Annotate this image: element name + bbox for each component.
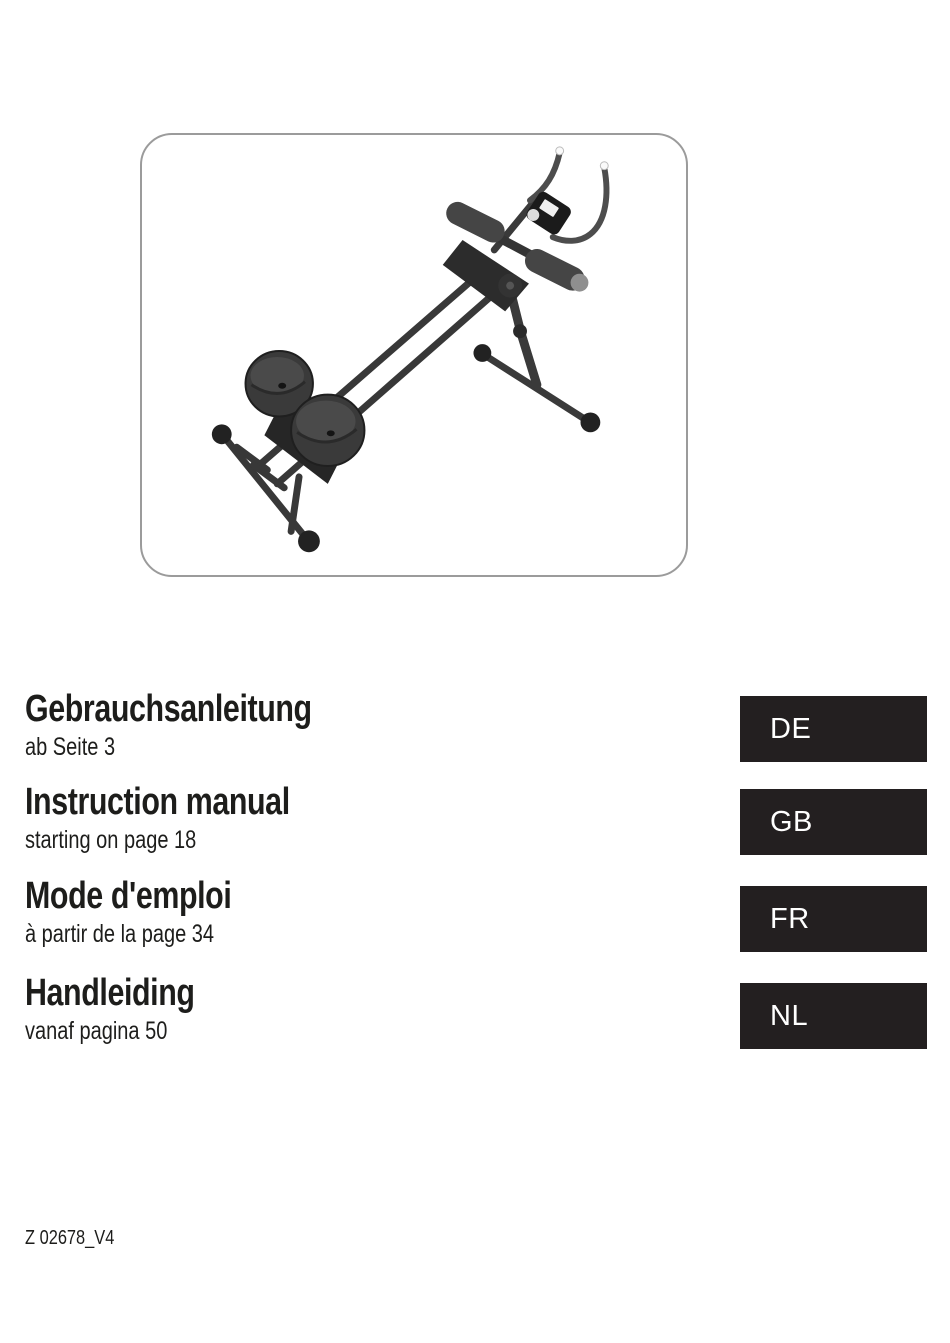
language-badge-de [740, 696, 927, 762]
section-subtitle-de: ab Seite 3 [25, 733, 116, 761]
product-illustration-panel [140, 133, 688, 577]
language-section-nl [25, 974, 585, 1044]
language-badge-label-fr: FR [770, 902, 810, 935]
section-title-gb: Instruction manual [25, 781, 290, 823]
foam-grip-right [537, 261, 589, 292]
handlebar-left [530, 147, 564, 201]
section-title-de: Gebrauchsanleitung [25, 688, 312, 730]
language-badge-gb [740, 789, 927, 855]
ab-trainer-illustration [142, 135, 686, 575]
document-code: Z 02678_V4 [25, 1227, 115, 1249]
section-subtitle-gb: starting on page 18 [25, 826, 197, 854]
section-subtitle-fr: à partir de la page 34 [25, 920, 215, 948]
language-section-gb [25, 783, 585, 853]
handlebar-right [553, 162, 608, 241]
language-badge-fr [740, 886, 927, 952]
language-badge-label-gb: GB [770, 805, 813, 838]
section-title-nl: Handleiding [25, 972, 195, 1014]
foam-grip-left [458, 213, 494, 231]
language-section-fr [25, 877, 585, 947]
knee-pad-lower [291, 395, 364, 466]
language-badge-label-de: DE [770, 712, 812, 745]
language-section-de [25, 690, 585, 760]
section-title-fr: Mode d'emploi [25, 875, 232, 917]
section-subtitle-nl: vanaf pagina 50 [25, 1017, 168, 1045]
language-badge-label-nl: NL [770, 999, 809, 1032]
language-badge-nl [740, 983, 927, 1049]
